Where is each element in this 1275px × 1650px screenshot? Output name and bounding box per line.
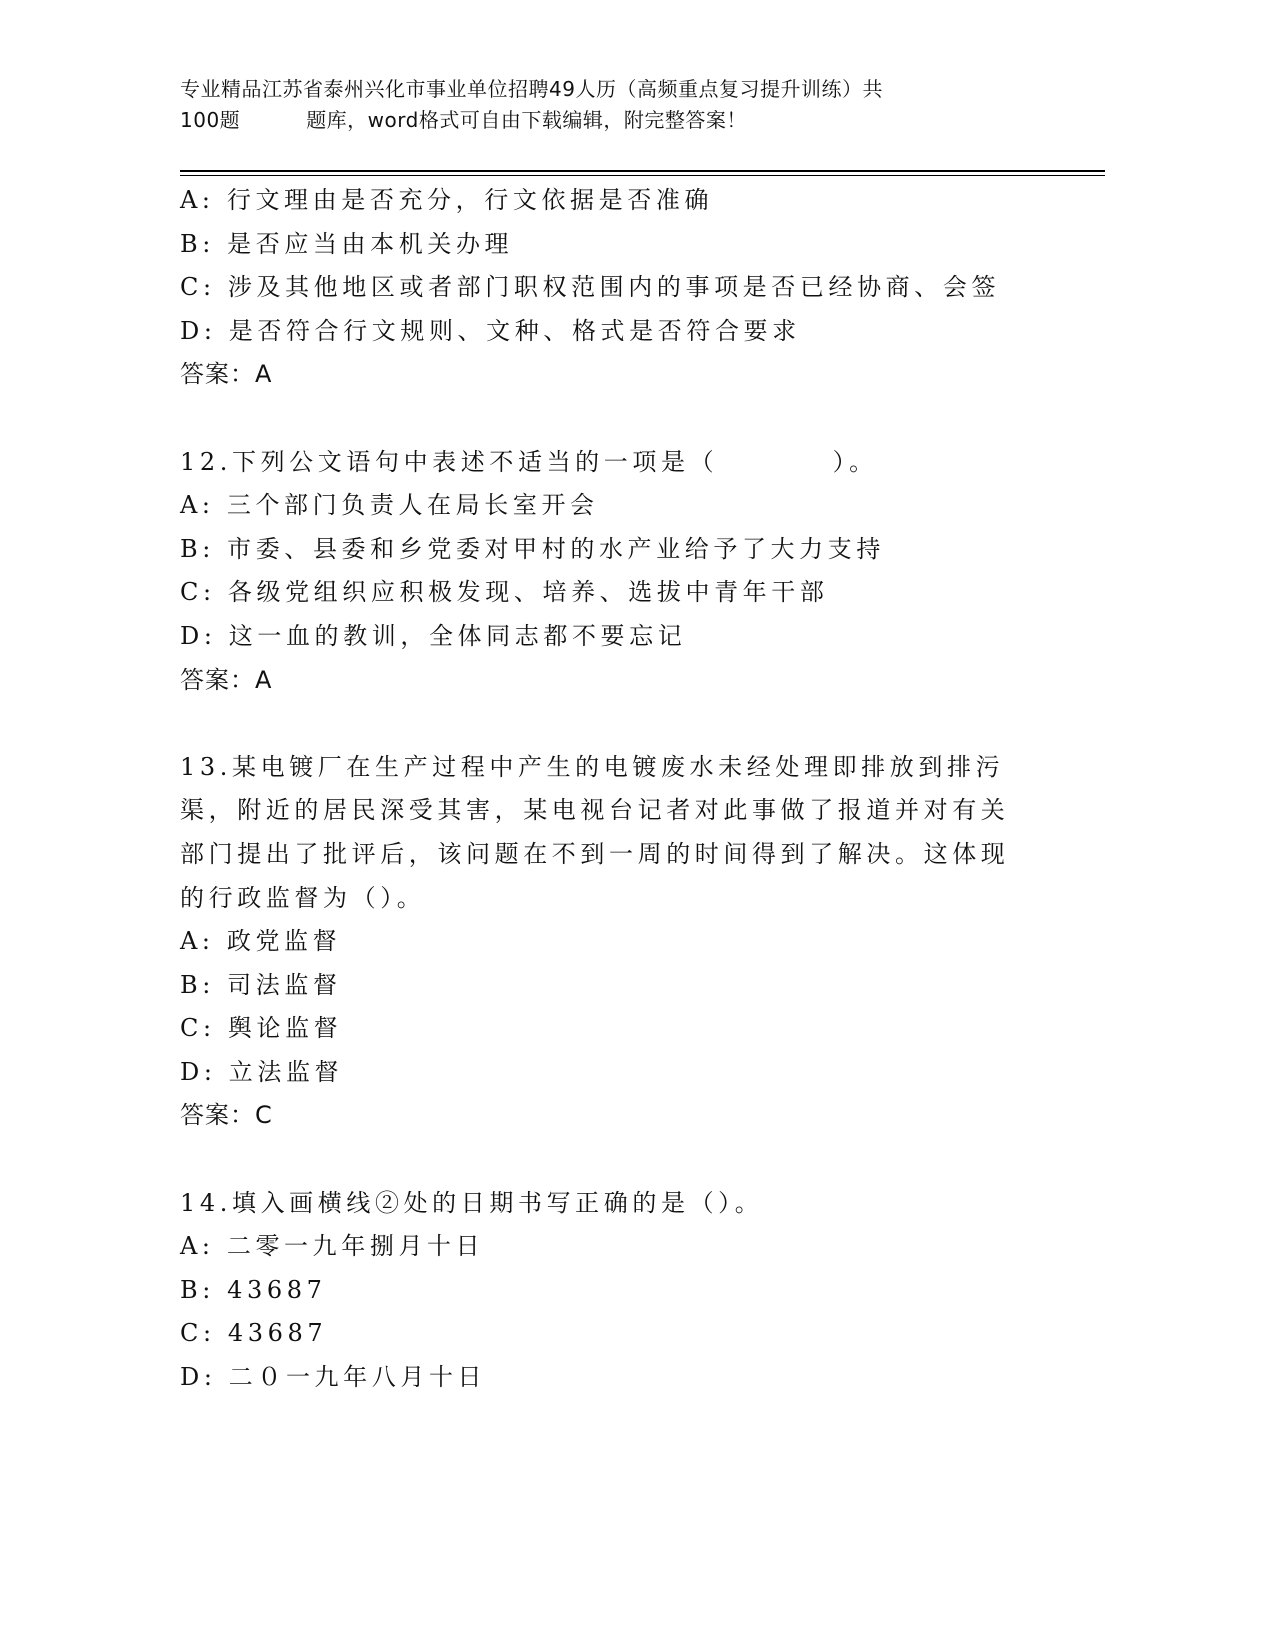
option-c: C: 舆论监督 [180,1014,343,1043]
header-subtitle: 题库，word格式可自由下载编辑，附完整答案！ [306,108,747,132]
header-title-line1: 专业精品江苏省泰州兴化市事业单位招聘49人历（高频重点复习提升训练）共 [180,77,883,101]
option-c: C: 涉及其他地区或者部门职权范围内的事项是否已经协商、会签 [180,273,1001,302]
option-b: B: 43687 [180,1275,327,1304]
document-header [180,74,1020,136]
header-divider-thin [180,175,1105,176]
option-d: D: 二０一九年八月十日 [180,1363,487,1392]
option-a: A: 行文理由是否充分，行文依据是否准确 [180,186,714,214]
option-a: A: 政党监督 [180,927,342,956]
header-title-line2 [180,105,1020,136]
question-list [180,179,1030,1400]
option-a: A: 三个部门负责人在局长室开会 [180,491,599,520]
option-c: C: 各级党组织应积极发现、培养、选拔中青年干部 [180,578,829,607]
question-13 [180,746,1030,1138]
option-d: D: 立法监督 [180,1057,344,1086]
answer: 答案：C [180,1101,273,1130]
question-stem: 14.填入画横线②处的日期书写正确的是（）。 [180,1188,764,1217]
option-c: C: 43687 [180,1319,328,1348]
header-divider [180,170,1105,172]
answer: 答案：A [180,360,273,389]
option-d: D: 这一血的教训，全体同志都不要忘记 [180,621,687,650]
answer: 答案：A [180,665,273,694]
option-b: B: 司法监督 [180,970,342,999]
option-a: A: 二零一九年捌月十日 [180,1232,485,1261]
header-count: 100题 [180,108,241,132]
option-b: B: 市委、县委和乡党委对甲村的水产业给予了大力支持 [180,534,885,563]
question-11 [180,179,1030,397]
question-stem: 13.某电镀厂在生产过程中产生的电镀废水未经处理即排放到排污渠，附近的居民深受其害，某电视台记者对此事做了报道并对有关部门提出了批评后，该问题在不到一周的时间得到了解决。这体现的行政监督为（）。 [180,752,1010,912]
option-d: D: 是否符合行文规则、文种、格式是否符合要求 [180,316,801,345]
question-14 [180,1182,1030,1400]
question-12 [180,441,1030,703]
option-b: B: 是否应当由本机关办理 [180,229,514,258]
question-stem: 12.下列公文语句中表述不适当的一项是（ ）。 [180,447,878,476]
